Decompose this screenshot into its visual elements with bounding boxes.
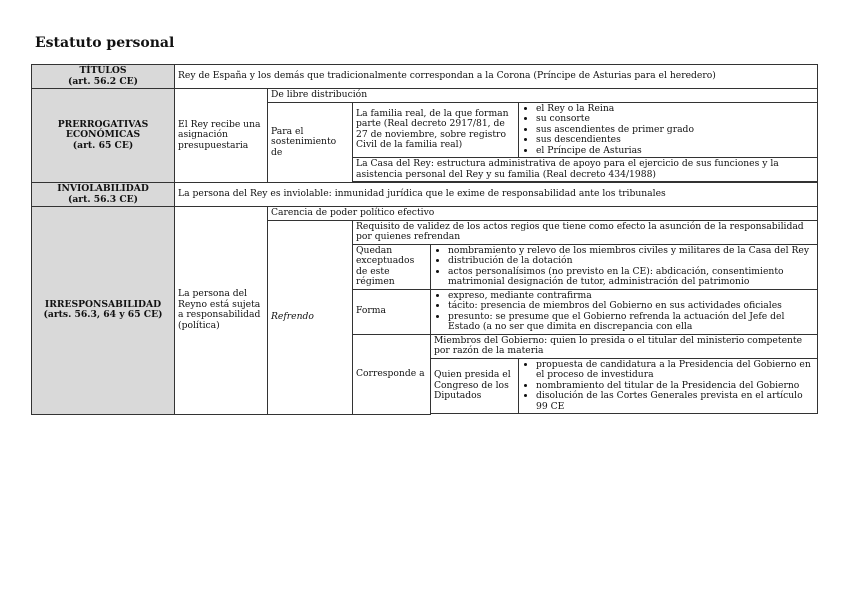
estatuto-table: [31, 64, 818, 415]
list-item: • disolución de las Cortes Generales prevista en el artículo 99 CE: [536, 391, 814, 412]
titulos-text: Rey de España y los demás que tradicionalmente correspondan a la Corona (Príncipe de Asturias para el heredero): [175, 65, 818, 89]
inviolabilidad-header: INVIOLABILIDAD (art. 56.3 CE): [32, 183, 175, 207]
list-item: • nombramiento y relevo de los miembros civiles y militares de la Casa del Rey: [448, 246, 814, 257]
prerrogativas-header: PRERROGATIVAS ECONÓMICAS (art. 65 CE): [32, 89, 175, 183]
quedan-items: [431, 244, 818, 289]
list-item: • sus descendientes: [536, 135, 814, 146]
libre-distribucion: De libre distribución: [268, 89, 818, 103]
casa-del-rey: La Casa del Rey: estructura administrativa de apoyo para el ejercicio de sus funciones y la asistencia personal del Rey y su familia (Real decreto 434/1988): [353, 158, 818, 182]
familia-real: La familia real, de la que forman parte (Real decreto 2917/81, de 27 de noviembre, sobre registro Civil de la familia real): [353, 102, 519, 158]
list-item: • sus ascendientes de primer grado: [536, 125, 814, 136]
requisito-validez: Requisito de validez de los actos regios que tiene como efecto la asunción de la responsabilidad por quienes refrendan: [353, 220, 818, 244]
quien-presida: Quien presida el Congreso de los Diputados: [431, 358, 519, 414]
forma-items: [431, 289, 818, 334]
list-item: • presunto: se presume que el Gobierno refrenda la actuación del Jefe del Estado (a no ser que dimita en discrepancia con ella: [448, 312, 814, 333]
miembros-gobierno: Miembros del Gobierno: quien lo presida o el titular del ministerio competente por razón de la materia: [431, 334, 818, 358]
titulos-header: TÍTULOS (art. 56.2 CE): [32, 65, 175, 89]
para-sostenimiento: Para el sostenimiento de: [268, 102, 353, 183]
quedan-exceptuados: Quedan exceptuados de este régimen: [353, 244, 431, 289]
inviolabilidad-text: La persona del Rey es inviolable: inmunidad jurídica que le exime de responsabilidad ante los tribunales: [175, 183, 818, 207]
prerrogativas-desc: El Rey recibe una asignación presupuestaria: [175, 89, 268, 183]
list-item: • actos personalísimos (no previsto en la CE): abdicación, consentimiento matrimonial designación de tutor, administración del patrimonio: [448, 267, 814, 288]
list-item: • tácito: presencia de miembros del Gobierno en sus actividades oficiales: [448, 301, 814, 312]
familia-members: [519, 102, 818, 158]
row-irresponsabilidad: [32, 207, 818, 221]
row-inviolabilidad: [32, 183, 818, 207]
list-item: • propuesta de candidatura a la Presidencia del Gobierno en el proceso de investidura: [536, 360, 814, 381]
list-item: • nombramiento del titular de la Presidencia del Gobierno: [536, 381, 814, 392]
irresponsabilidad-desc: La persona del Reyno está sujeta a responsabilidad (política): [175, 207, 268, 415]
row-prerrogativas: [32, 89, 818, 103]
list-item: • el Rey o la Reina: [536, 104, 814, 115]
row-titulos: [32, 65, 818, 89]
list-item: • expreso, mediante contrafirma: [448, 291, 814, 302]
forma-label: Forma: [353, 289, 431, 334]
carencia-poder: Carencia de poder político efectivo: [268, 207, 818, 221]
page-title: Estatuto personal: [35, 35, 175, 51]
refrendo-label: Refrendo: [268, 220, 353, 414]
list-item: • su consorte: [536, 114, 814, 125]
list-item: • el Príncipe de Asturias: [536, 146, 814, 157]
irresponsabilidad-header: IRRESPONSABILIDAD (arts. 56.3, 64 y 65 CE): [32, 207, 175, 415]
corresponde-label: Corresponde a: [353, 334, 431, 414]
quien-items: [519, 358, 818, 414]
list-item: • distribución de la dotación: [448, 256, 814, 267]
